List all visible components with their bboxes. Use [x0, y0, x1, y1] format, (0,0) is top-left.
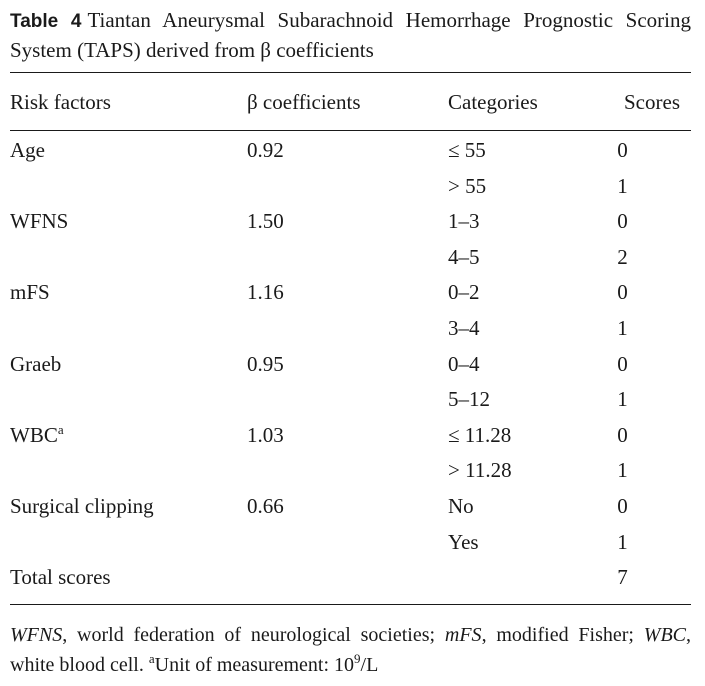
cell-score: 1	[617, 316, 628, 340]
cell-category: No	[448, 494, 474, 518]
table-title: Tiantan Aneurysmal Subarachnoid Hemorrhage Prognostic Scoring System (TAPS) derived from β coefficients	[10, 8, 691, 62]
footnote-unit-text: Unit of measurement: 10	[154, 654, 355, 676]
top-rule	[10, 72, 691, 73]
table-row	[10, 243, 691, 279]
table-container	[10, 6, 691, 676]
cell-category: > 55	[448, 173, 487, 198]
cell-beta-coefficient: 0.66	[247, 494, 284, 518]
cell-score: 0	[617, 209, 628, 234]
header-rule	[10, 130, 691, 131]
footnote-def-wfns: , world federation of neurological societies;	[62, 624, 445, 646]
table-row	[10, 172, 691, 208]
cell-category: 1–3	[448, 209, 480, 234]
cell-score: 0	[617, 351, 628, 376]
cell-risk-factor: Graeb	[10, 351, 62, 376]
table-header-row	[10, 90, 691, 118]
cell-category: ≤ 11.28	[448, 422, 512, 447]
cell-risk-factor: Surgical clipping	[10, 494, 154, 518]
header-risk-factors: Risk factors	[10, 90, 111, 114]
table-row	[10, 492, 691, 528]
cell-risk-factor	[10, 421, 64, 449]
cell-beta-coefficient: 0.92	[247, 138, 284, 162]
cell-beta-coefficient: 1.16	[247, 280, 284, 305]
cell-risk-factor: Age	[10, 138, 45, 162]
header-categories: Categories	[448, 90, 538, 114]
table-row	[10, 278, 691, 314]
footnote-marker: a	[57, 421, 64, 437]
footnote-def-mfs: , modified Fisher;	[481, 624, 644, 646]
table-row	[10, 207, 691, 243]
bottom-rule	[10, 604, 691, 605]
footnote-marker-a: a	[148, 651, 155, 666]
footnote-unit-exponent: 9	[354, 651, 361, 666]
cell-beta-coefficient: 0.95	[247, 351, 284, 376]
cell-score: 2	[617, 244, 628, 269]
table-row	[10, 350, 691, 386]
cell-score: 7	[617, 565, 628, 590]
table-row	[10, 421, 691, 457]
header-beta-coefficients: β coefficients	[247, 90, 361, 114]
table-row	[10, 528, 691, 564]
cell-category: ≤ 55	[448, 138, 486, 162]
cell-category: > 11.28	[448, 458, 512, 483]
cell-risk-factor: mFS	[10, 280, 50, 305]
cell-score: 0	[617, 280, 628, 305]
cell-risk-factor: Total scores	[10, 565, 111, 590]
header-scores: Scores	[624, 90, 680, 114]
footnote-abbr-mfs: mFS	[444, 624, 482, 646]
table-row	[10, 456, 691, 492]
footnote-abbr-wfns: WFNS	[10, 624, 63, 646]
table-caption	[10, 6, 691, 64]
cell-category: 5–12	[448, 387, 490, 412]
cell-score: 1	[617, 387, 628, 412]
cell-score: 0	[617, 494, 628, 518]
cell-category: 3–4	[448, 316, 480, 340]
cell-category: Yes	[448, 529, 479, 554]
cell-beta-coefficient: 1.50	[247, 209, 284, 234]
table-row	[10, 136, 691, 172]
footnote-def-wbc: , white blood cell.	[10, 624, 691, 676]
cell-score: 1	[617, 529, 628, 554]
cell-score: 0	[617, 422, 628, 447]
table-row	[10, 385, 691, 421]
table-label: Table 4	[10, 11, 82, 32]
footnote-abbr-wbc: WBC	[643, 624, 686, 646]
footnote-unit-tail: /L	[360, 654, 379, 676]
cell-category: 0–4	[448, 351, 480, 376]
cell-risk-factor-text: WBC	[10, 422, 58, 447]
cell-score: 0	[617, 138, 628, 162]
table-footnote	[10, 620, 691, 680]
cell-beta-coefficient: 1.03	[247, 422, 284, 447]
table-row	[10, 314, 691, 350]
cell-score: 1	[617, 173, 628, 198]
cell-category: 4–5	[448, 244, 480, 269]
table-row	[10, 563, 691, 599]
cell-category: 0–2	[448, 280, 480, 305]
cell-score: 1	[617, 458, 628, 483]
cell-risk-factor: WFNS	[10, 209, 69, 234]
